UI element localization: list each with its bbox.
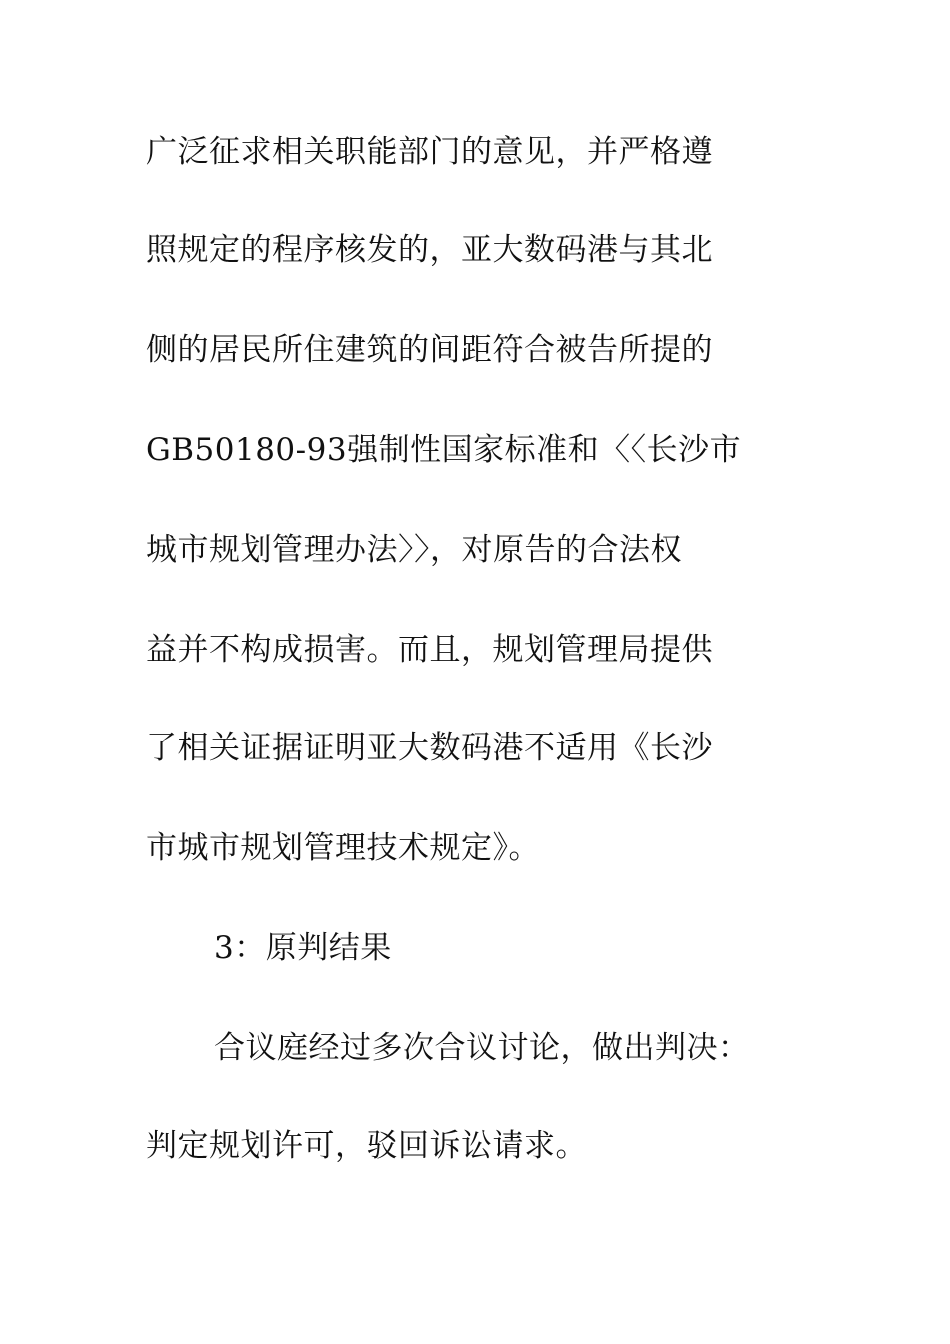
paragraph-line-10: 判定规划许可，驳回诉讼请求。 — [146, 1128, 587, 1164]
paragraph-line-4: GB50180-93强制性国家标准和〈〈长沙市 — [146, 432, 742, 468]
paragraph-line-7: 了相关证据证明亚大数码港不适用《长沙 — [146, 730, 713, 766]
paragraph-line-3: 侧的居民所住建筑的间距符合被告所提的 — [146, 332, 713, 368]
section-heading: 3：原判结果 — [214, 930, 392, 966]
paragraph-line-5: 城市规划管理办法〉〉，对原告的合法权 — [146, 532, 682, 568]
paragraph-line-8: 市城市规划管理技术规定》。 — [146, 830, 540, 866]
paragraph-line-2: 照规定的程序核发的，亚大数码港与其北 — [146, 232, 713, 268]
paragraph-line-1: 广泛征求相关职能部门的意见，并严格遵 — [146, 134, 713, 170]
paragraph-line-6: 益并不构成损害。而且，规划管理局提供 — [146, 632, 713, 668]
paragraph-line-9: 合议庭经过多次合议讨论，做出判决： — [214, 1030, 750, 1066]
